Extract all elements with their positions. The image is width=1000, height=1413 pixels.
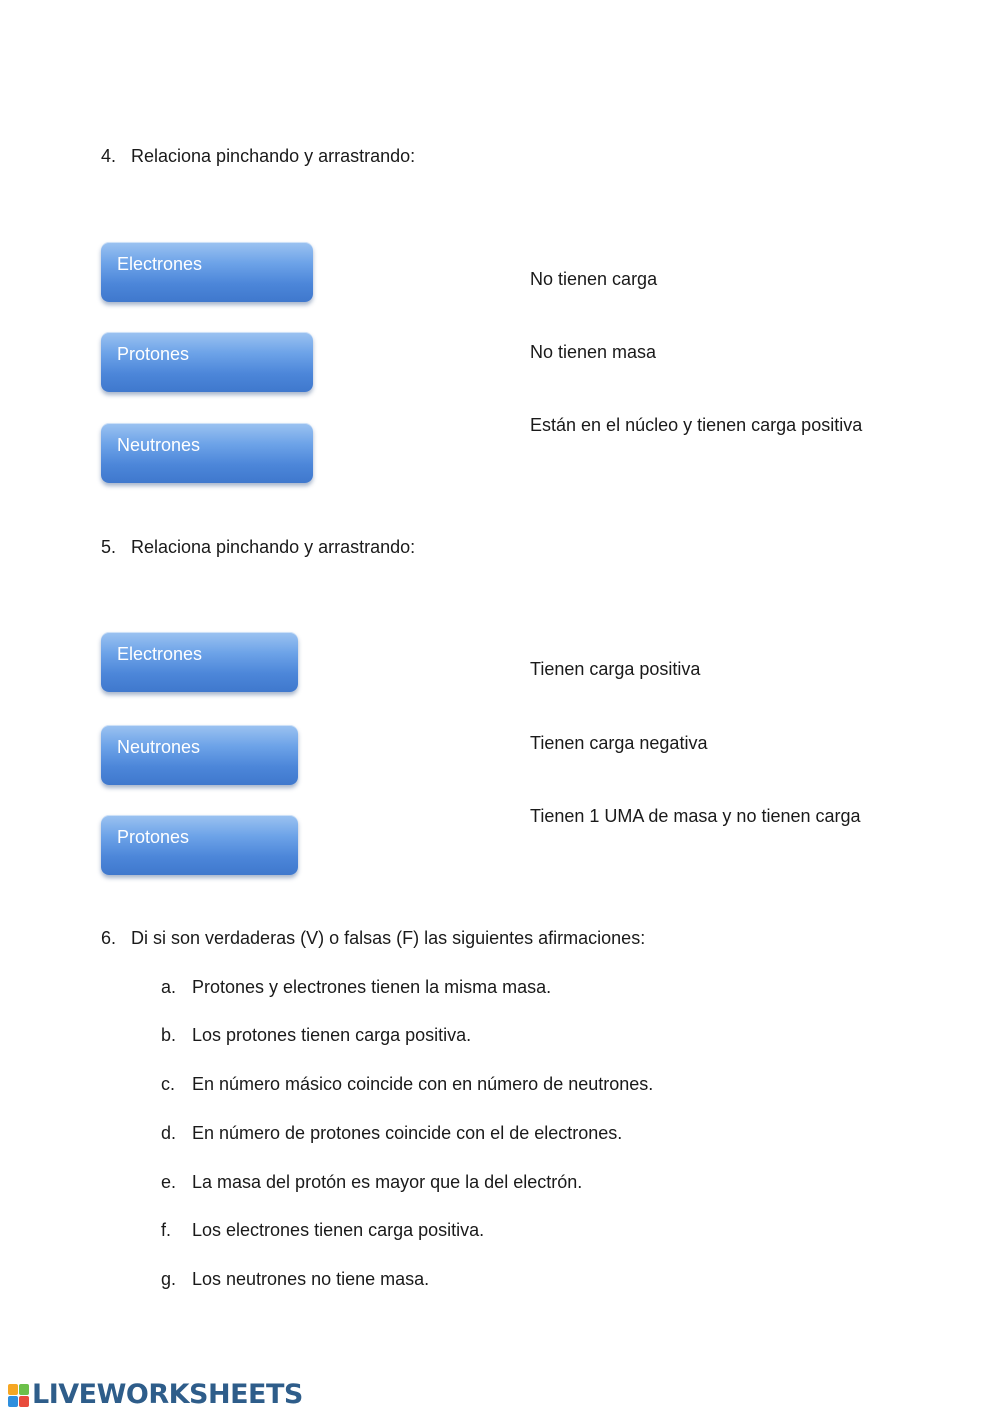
statement-text: Los protones tienen carga positiva. xyxy=(192,1025,472,1045)
logo-mark-icon xyxy=(8,1384,29,1407)
logo-tile-i xyxy=(19,1384,29,1395)
question-4-heading xyxy=(101,145,415,167)
statement-letter: c. xyxy=(161,1074,176,1094)
statement-text: En número másico coincide con en número de neutrones. xyxy=(192,1074,654,1094)
question-5-heading xyxy=(101,536,415,558)
statement-letter: b. xyxy=(161,1025,177,1045)
drop-target-carga-negativa[interactable]: Tienen carga negativa xyxy=(530,733,708,753)
draggable-protones[interactable]: Protones xyxy=(101,815,298,875)
statement-item xyxy=(161,1268,429,1290)
question-number: 4. xyxy=(101,146,117,166)
question-number: 6. xyxy=(101,928,117,948)
statement-item xyxy=(161,1024,471,1046)
draggable-protones[interactable]: Protones xyxy=(101,332,313,392)
liveworksheets-logo[interactable] xyxy=(8,1380,303,1410)
logo-tile-e xyxy=(19,1396,29,1407)
question-6-heading xyxy=(101,927,645,949)
draggable-electrones[interactable]: Electrones xyxy=(101,242,313,302)
statement-text: En número de protones coincide con el de electrones. xyxy=(192,1123,623,1143)
statement-item xyxy=(161,1219,484,1241)
draggable-neutrones[interactable]: Neutrones xyxy=(101,725,298,785)
drop-target-nucleo-positiva[interactable]: Están en el núcleo y tienen carga positiva xyxy=(530,415,863,435)
statement-item xyxy=(161,1122,622,1144)
draggable-neutrones[interactable]: Neutrones xyxy=(101,423,313,483)
statement-letter: g. xyxy=(161,1269,177,1289)
question-number: 5. xyxy=(101,537,117,557)
statement-letter: a. xyxy=(161,977,177,997)
drop-target-uma-sin-carga[interactable]: Tienen 1 UMA de masa y no tienen carga xyxy=(530,806,861,826)
question-text: Relaciona pinchando y arrastrando: xyxy=(131,537,416,557)
statement-text: Los electrones tienen carga positiva. xyxy=(192,1220,485,1240)
drop-target-no-carga[interactable]: No tienen carga xyxy=(530,269,658,289)
statement-letter: e. xyxy=(161,1172,177,1192)
question-text: Di si son verdaderas (V) o falsas (F) las siguientes afirmaciones: xyxy=(131,928,646,948)
drop-target-carga-positiva[interactable]: Tienen carga positiva xyxy=(530,659,701,679)
statement-item xyxy=(161,1073,653,1095)
statement-text: Los neutrones no tiene masa. xyxy=(192,1269,430,1289)
statement-item xyxy=(161,1171,582,1193)
logo-tile-l xyxy=(8,1384,18,1395)
statement-letter: d. xyxy=(161,1123,177,1143)
statement-item xyxy=(161,976,551,998)
logo-tile-v xyxy=(8,1396,18,1407)
statement-letter: f. xyxy=(161,1220,172,1240)
drop-target-no-masa[interactable]: No tienen masa xyxy=(530,342,657,362)
logo-text: LIVEWORKSHEETS xyxy=(32,1379,303,1410)
statement-text: Protones y electrones tienen la misma masa. xyxy=(192,977,552,997)
draggable-electrones[interactable]: Electrones xyxy=(101,632,298,692)
question-text: Relaciona pinchando y arrastrando: xyxy=(131,146,416,166)
statement-text: La masa del protón es mayor que la del electrón. xyxy=(192,1172,583,1192)
